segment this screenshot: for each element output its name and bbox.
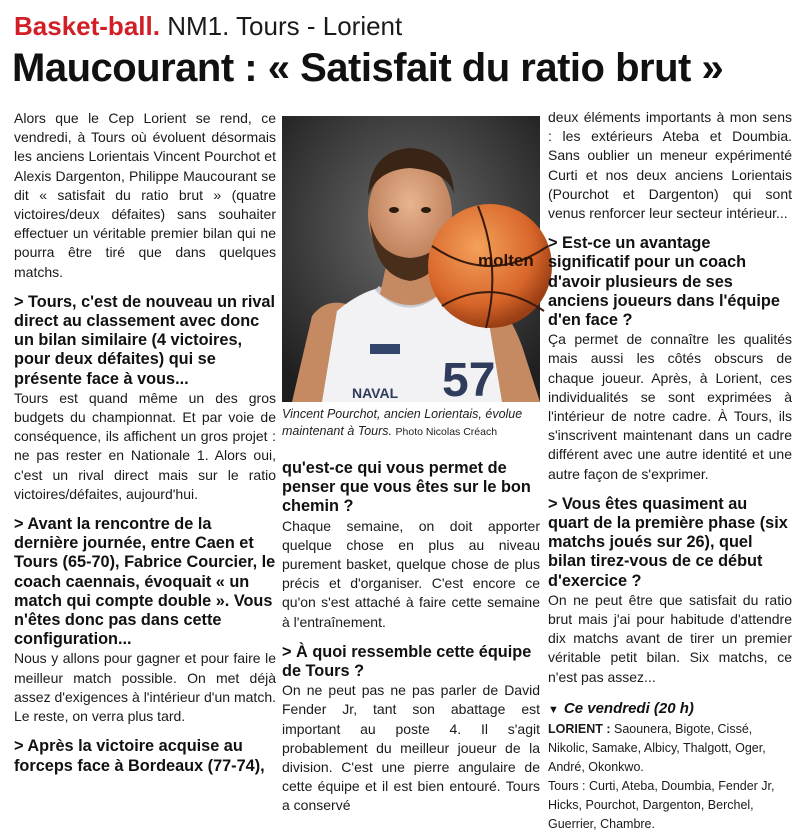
jersey-number: 57 xyxy=(442,354,496,407)
tours-players: Curti, Ateba, Doumbia, Fender Jr, Hicks, Pourchot, Dargenton, Berchel, Guerrier, Chambre. xyxy=(548,778,775,831)
tours-label: Tours : xyxy=(548,778,586,793)
answer-3: Chaque semaine, on doit apporter quelque chose en plus au niveau purement basket, quelque chose de plus précis et d'organiser. C'est encore ce qu'on s'est attaché à faire cette semaine à l'entraînement. xyxy=(282,517,540,630)
answer-2: Nous y allons pour gagner et pour faire le meilleur match possible. On met déjà assez d'exigences à l'intérieur d'un match. Le reste, on verra plus tard. xyxy=(14,650,276,725)
ball-brand: molten xyxy=(478,251,534,270)
question-5: > Est-ce un avantage significatif pour un coach d'avoir plusieurs de ses anciens joueurs dans l'équipe d'en face ? xyxy=(548,234,780,330)
article-kicker xyxy=(14,10,402,42)
question-1: > Tours, c'est de nouveau un rival direct au classement avec donc un bilan similaire (4 victoires, pour deux défaites) qui se présente face à vous... xyxy=(14,292,275,388)
intro-paragraph: Alors que le Cep Lorient se rend, ce vendredi, à Tours où évoluent désormais les anciens Lorientais Vincent Pourchot et Alexis Dargenton, Philippe Maucourant se dit « satisfait du ratio brut » (quatre victoires/deux défaites) sans souhaiter effectuer un véritable premier bilan qui ne pourra être tiré que dans quelques matchs. xyxy=(14,110,276,280)
photo-caption xyxy=(282,406,540,441)
question-6: > Vous êtes quasiment au quart de la première phase (six matchs joués sur 26), quel bilan tirez-vous de ce début d'exercice ? xyxy=(548,494,788,590)
match-info-box xyxy=(548,699,792,834)
answer-4-start: On ne peut pas ne pas parler de David Fender Jr, tant son abattage est important au poste 4. Il s'agit probablement du meilleur joueur de la division. C'est une pierre angulaire de cette équipe et il est bien entouré. Tours a conservé xyxy=(282,682,540,814)
question-3-end: qu'est-ce qui vous permet de penser que vous êtes sur le bon chemin ? xyxy=(282,459,531,516)
answer-4-end: deux éléments importants à mon sens : les extérieurs Ateba et Doumbia. Sans oublier un meneur expérimenté Curti et nos deux anciens Lorientais (Pourchot et Dargenton) qui sont venus renforcer leur secteur intérieur... xyxy=(548,109,792,222)
question-2: > Avant la rencontre de la dernière journée, entre Caen et Tours (65-70), Fabrice Courcier, le coach caennais, évoquait « un match qui compte double ». Vous n'êtes donc pas dans cette configuration... xyxy=(14,515,276,649)
article-headline: Maucourant : « Satisfait du ratio brut » xyxy=(12,46,724,90)
tours-roster xyxy=(548,777,792,834)
lorient-roster xyxy=(548,720,792,777)
section-rubric: Basket-ball. xyxy=(14,11,160,41)
question-4: > À quoi ressemble cette équipe de Tours ? xyxy=(282,642,532,681)
player-photo xyxy=(282,116,540,407)
lorient-label: LORIENT : xyxy=(548,721,611,736)
triangle-down-icon: ▼ xyxy=(548,703,559,716)
answer-6: On ne peut être que satisfait du ratio brut mais j'ai pour habitude d'attendre dix matchs avant de tirer un premier véritable petit bilan. Six matchs, ce n'est pas assez... xyxy=(548,591,792,685)
player-photo-illustration xyxy=(282,116,540,407)
column-3 xyxy=(548,108,792,834)
answer-1: Tours est quand même un des gros budgets du championnat. Et par voie de conséquence, ils affichent un gros projet : ne pas rester en Nationale 1. Alors oui, c'est un rival direct mais sur le ratio victoires/défaites, aujourd'hui. xyxy=(14,389,276,502)
event-title-text: Ce vendredi (20 h) xyxy=(563,699,694,717)
jersey-sponsor: NAVAL xyxy=(352,385,399,401)
lorient-players: Saounera, Bigote, Cissé, Nikolic, Samake, Albicy, Thalgott, Oger, André, Okonkwo. xyxy=(548,721,766,774)
column-1 xyxy=(14,109,276,776)
match-label: NM1. Tours - Lorient xyxy=(167,11,403,41)
answer-5: Ça permet de connaître les qualités mais aussi les côtés obscurs de chaque joueur. Après, à Lorient, ces individualités se sont exprimées à l'intérieur de notre cadre. À Tours, ils s'inscrivent maintenant dans un cadre différent avec une autre identité et une autre façon de s'exprimer. xyxy=(548,331,792,482)
event-title xyxy=(548,699,792,720)
question-3-start: > Après la victoire acquise au forceps face à Bordeaux (77-74), xyxy=(14,737,265,775)
column-2 xyxy=(282,459,540,816)
caption-text: Vincent Pourchot, ancien Lorientais, évolue maintenant à Tours. xyxy=(282,407,523,438)
photo-credit: Photo Nicolas Créach xyxy=(395,426,498,438)
